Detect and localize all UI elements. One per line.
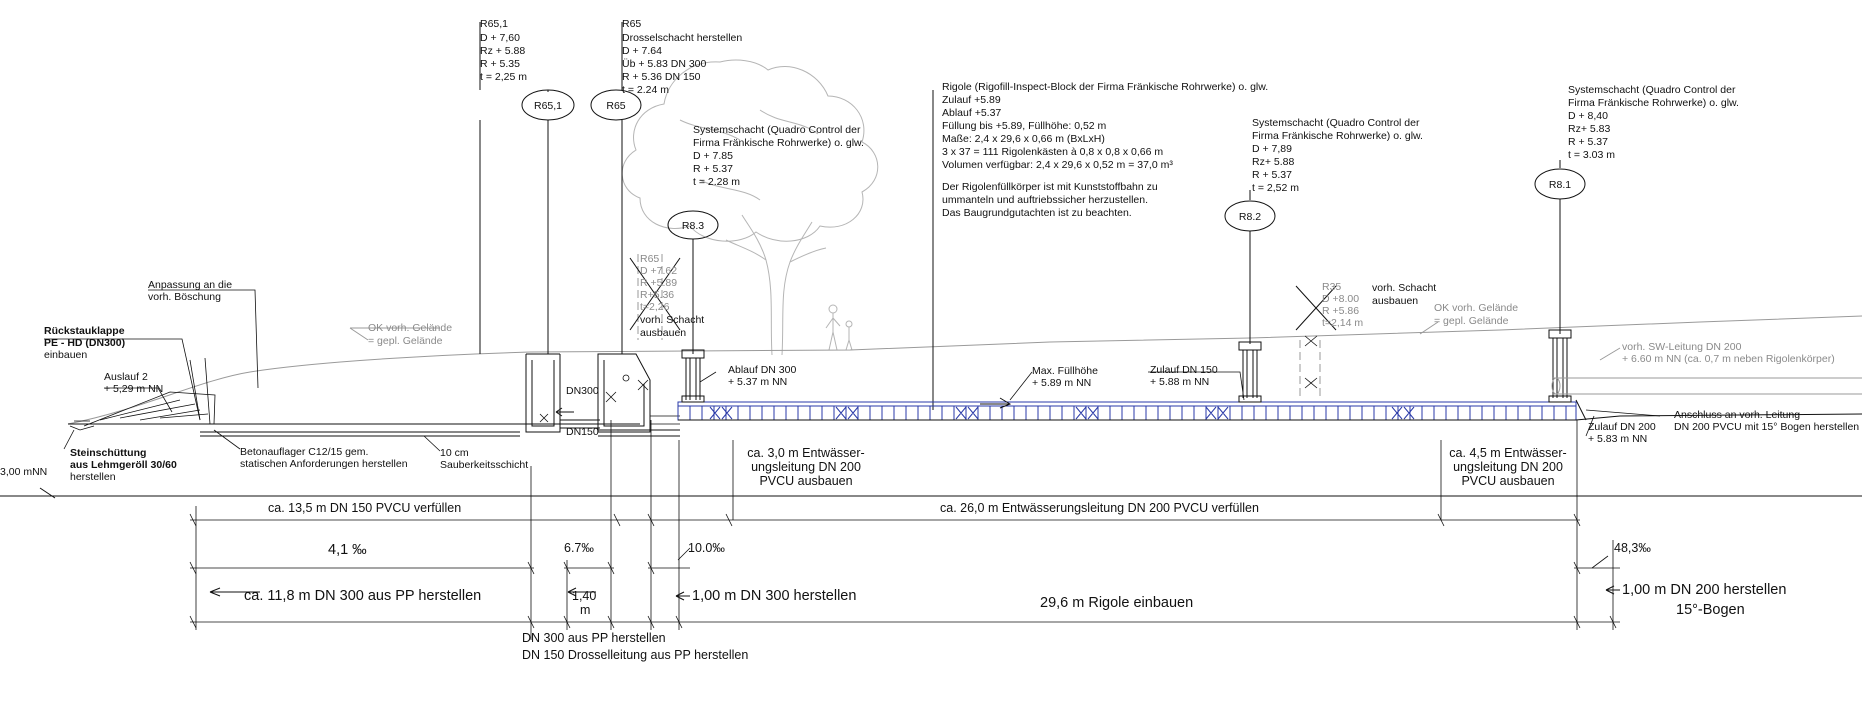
ausbau2-label: ca. 4,5 m Entwässer- [1449, 446, 1567, 460]
bubble-r65-label: R65 [606, 100, 626, 112]
old-r65-line: R65 [640, 253, 660, 265]
callout-r651 [480, 18, 562, 112]
sauberkeit-label: 10 cm [440, 447, 469, 459]
slope3-dim: 10.0‰ [688, 541, 725, 555]
callout-r651-line: t = 2,25 m [480, 71, 527, 83]
bubble-r81-label: R8.1 [1548, 179, 1572, 191]
anschluss-label: DN 200 PVCU mit 15° Bogen herstellen [1674, 421, 1860, 433]
len140-unit: m [580, 603, 591, 617]
dimension-lines [190, 420, 1620, 640]
old-r35-line: R35 [1322, 281, 1342, 293]
shaft-r81 [1549, 330, 1571, 402]
betonauflager-label: Betonauflager C12/15 gem. [240, 446, 369, 458]
steinschuettung-label: aus Lehmgeröll 30/60 [70, 459, 177, 471]
bubble-r651-label: R65,1 [533, 100, 563, 112]
callout-r81-line: Rz+ 5.83 [1568, 123, 1611, 135]
zulauf150-label: Zulauf DN 150 [1150, 364, 1218, 376]
fill150-dim: ca. 13,5 m DN 150 PVCU verfüllen [268, 501, 462, 515]
elevation-label: 3,00 mNN [0, 466, 48, 478]
ausbau2-label: PVCU ausbauen [1461, 474, 1555, 488]
callout-r83-line: Systemschacht (Quadro Control der [693, 124, 861, 136]
callout-r65-line: t = 2.24 m [622, 84, 669, 96]
callout-rigole [942, 81, 1268, 219]
shaft-r83 [682, 350, 704, 402]
callout-r651-title: R65,1 [480, 18, 509, 30]
rigole-line: Das Baugrundgutachten ist zu beachten. [942, 207, 1132, 219]
rigole-line: Maße: 2,4 x 29,6 x 0,66 m (BxLxH) [942, 133, 1105, 145]
callout-r82-line: Firma Fränkische Rohrwerke) o. glw. [1252, 130, 1423, 142]
ground-right-label: OK vorh. Gelände [1434, 302, 1519, 314]
old-r65-line: D +7.62 [640, 265, 678, 277]
callout-r81-line: R + 5.37 [1568, 136, 1608, 148]
slope1-dim: 4,1 ‰ [328, 542, 367, 558]
callout-r65-line: Drosselschacht herstellen [622, 32, 743, 44]
anpassung-label: Anpassung an die [148, 279, 233, 291]
callout-r83-line: R + 5.37 [693, 163, 733, 175]
dn300-label: DN300 [566, 385, 599, 397]
callout-r81-line: Systemschacht (Quadro Control der [1568, 84, 1736, 96]
rigole-line: Füllung bis +5.89, Füllhöhe: 0,52 m [942, 120, 1107, 132]
ablauf-label: + 5.37 m NN [728, 376, 788, 388]
existing-sw-pipe [1552, 378, 1862, 394]
ausbau1-label: ungsleitung DN 200 [751, 460, 861, 474]
label-leaders [44, 290, 1660, 451]
old-r35-note: ausbauen [1372, 295, 1419, 307]
callout-r651-line: Rz + 5.88 [480, 45, 526, 57]
callout-r82 [1239, 117, 1423, 223]
old-r65-note: vorh. Schacht [640, 314, 705, 326]
callout-r651-line: R + 5.35 [480, 58, 520, 70]
rigole-line: ummanteln und auftriebssicher herzustellen. [942, 194, 1149, 206]
auslauf-label: Auslauf 2 [104, 371, 148, 383]
bubble-r82-label: R8.2 [1238, 211, 1262, 223]
callout-r81-line: D + 8,40 [1568, 110, 1608, 122]
old-r65-line: R +5.89 [640, 277, 678, 289]
rueckstau-label: Rückstauklappe [44, 325, 125, 337]
old-r65-note: ausbauen [640, 327, 687, 339]
auslauf-label: + 5,29 m NN [104, 383, 164, 395]
callout-r65-line: Üb + 5.83 DN 300 [622, 58, 707, 70]
len140-dim: 1,40 [572, 589, 597, 603]
ausbau1-label: PVCU ausbauen [759, 474, 853, 488]
callout-r83 [682, 124, 864, 232]
betonauflager-label: statischen Anforderungen herstellen [240, 458, 408, 470]
steinschuettung-label: Steinschüttung [70, 447, 147, 459]
bogen-dim: 15°-Bogen [1676, 602, 1745, 618]
dn200-1m-dim: 1,00 m DN 200 herstellen [1622, 582, 1787, 598]
existing-r35-label [1322, 281, 1436, 329]
existing-r65-label [640, 253, 704, 339]
zulauf150-label: + 5.88 m NN [1150, 376, 1210, 388]
rigole-line: Volumen verfügbar: 2,4 x 29,6 x 0,52 m = 37,0 m³ [942, 159, 1173, 171]
pp118-dim: ca. 11,8 m DN 300 aus PP herstellen [244, 588, 482, 604]
callout-r65-title: R65 [622, 18, 642, 30]
anpassung-label: vorh. Böschung [148, 291, 221, 303]
zulauf200-label: Zulauf DN 200 [1588, 421, 1656, 433]
callout-r82-line: R + 5.37 [1252, 169, 1292, 181]
old-r35-line: D +8.00 [1322, 293, 1360, 305]
sauberkeit-label: Sauberkeitsschicht [440, 459, 529, 471]
anschluss-label: Anschluss an vorh. Leitung [1674, 409, 1801, 421]
rigole-line: Ablauf +5.37 [942, 107, 1002, 119]
ground-left-label: = gepl. Gelände [368, 335, 443, 347]
ablauf-label: Ablauf DN 300 [728, 364, 797, 376]
zulauf200-label: + 5.83 m NN [1588, 433, 1648, 445]
ground-right-label: = gepl. Gelände [1434, 315, 1509, 327]
max-fuell-label: Max. Füllhöhe [1032, 365, 1098, 377]
ground-left-label: OK vorh. Gelände [368, 322, 453, 334]
sw-pipe-label: + 6.60 m NN (ca. 0,7 m neben Rigolenkörper) [1622, 353, 1835, 365]
old-r35-line: t=2,14 m [1322, 317, 1364, 329]
steinschuettung-label: herstellen [70, 471, 116, 483]
bottom-note: DN 150 Drosselleitung aus PP herstellen [522, 648, 749, 662]
ausbau1-label: ca. 3,0 m Entwässer- [747, 446, 865, 460]
dn300-1m-dim: 1,00 m DN 300 herstellen [692, 588, 857, 604]
callout-r82-line: Rz+ 5.88 [1252, 156, 1295, 168]
bubble-r83-label: R8.3 [681, 220, 705, 232]
shaft-r82 [1239, 342, 1261, 402]
callout-r82-line: Systemschacht (Quadro Control der [1252, 117, 1420, 129]
callout-r83-line: D + 7.85 [693, 150, 733, 162]
sw-pipe-label: vorh. SW-Leitung DN 200 [1622, 341, 1742, 353]
rigole-len-dim: 29,6 m Rigole einbauen [1040, 595, 1194, 611]
rigole-line: Der Rigolenfüllkörper ist mit Kunststoffbahn zu [942, 181, 1158, 193]
callout-r651-line: D + 7,60 [480, 32, 520, 44]
callout-r81-line: Firma Fränkische Rohrwerke) o. glw. [1568, 97, 1739, 109]
fill200-dim: ca. 26,0 m Entwässerungsleitung DN 200 PVCU verfüllen [940, 501, 1259, 515]
rueckstau-label: PE - HD (DN300) [44, 337, 126, 349]
slope4-dim: 48,3‰ [1614, 541, 1651, 555]
callout-r82-line: D + 7,89 [1252, 143, 1292, 155]
callout-r82-line: t = 2,52 m [1252, 182, 1299, 194]
old-r35-line: R +5.86 [1322, 305, 1360, 317]
callout-r81-line: t = 3.03 m [1568, 149, 1615, 161]
max-fuell-label: + 5.89 m NN [1032, 377, 1092, 389]
bottom-note: DN 300 aus PP herstellen [522, 631, 666, 645]
rigole-line: Rigole (Rigofill-Inspect-Block der Firma Fränkische Rohrwerke) o. glw. [942, 81, 1269, 93]
slope2-dim: 6.7‰ [564, 541, 594, 555]
callout-r65-line: D + 7.64 [622, 45, 662, 57]
ground-profile [0, 316, 1862, 498]
callout-r83-line: Firma Fränkische Rohrwerke) o. glw. [693, 137, 864, 149]
old-r35-note: vorh. Schacht [1372, 282, 1437, 294]
callout-r65-line: R + 5.36 DN 150 [622, 71, 701, 83]
callout-r83-line: t = 2.28 m [693, 176, 740, 188]
ausbau2-label: ungsleitung DN 200 [1453, 460, 1563, 474]
rueckstau-label: einbauen [44, 349, 88, 361]
rigole-line: 3 x 37 = 111 Rigolenkästen à 0,8 x 0,8 x 0,66 m [942, 146, 1164, 158]
flow-arrows [556, 408, 574, 416]
rigole-line: Zulauf +5.89 [942, 94, 1001, 106]
old-r65-line: t=2,26 [640, 301, 670, 313]
old-r65-line: R+5.36 [640, 289, 675, 301]
callout-r81 [1549, 84, 1739, 191]
dn150-label: DN150 [566, 426, 599, 438]
callout-r65 [606, 18, 742, 112]
